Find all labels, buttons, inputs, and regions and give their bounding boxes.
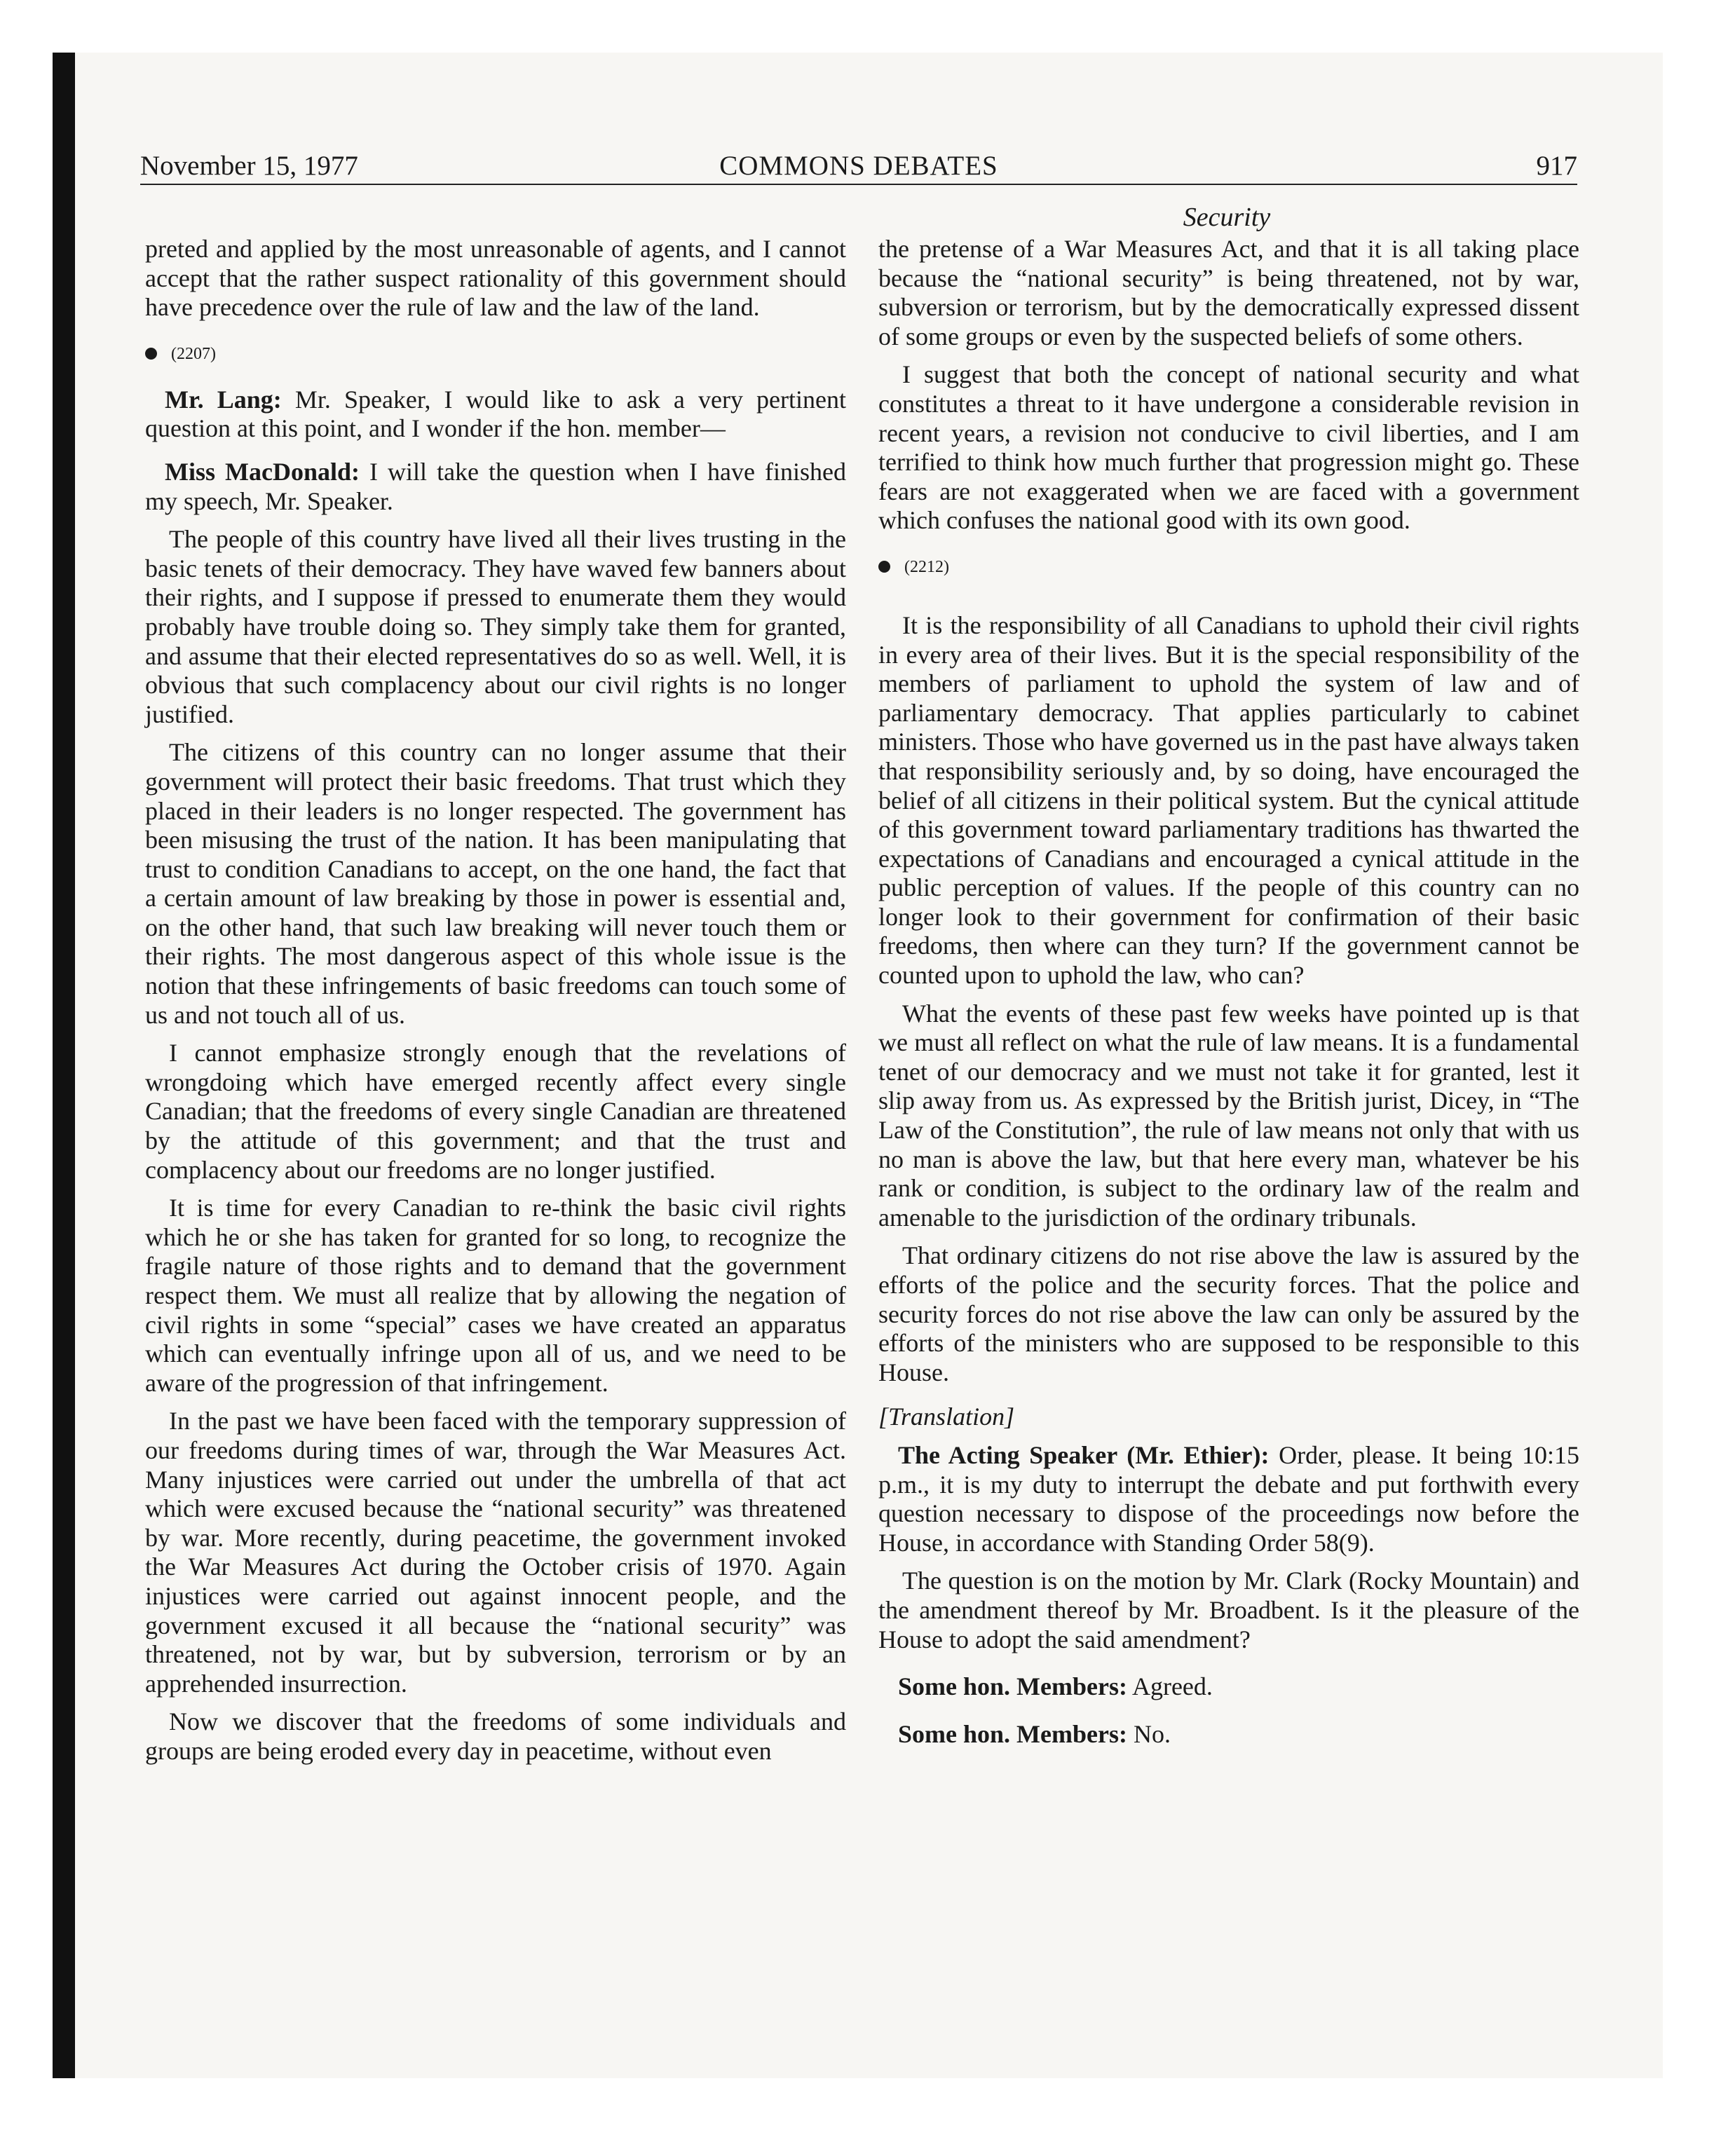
paragraph: The people of this country have lived all their lives trusting in the basic tenets of their democracy. They have waved few banners about their rights, and I suppose if pressed to enumerate them they would probably have trouble doing so. They simply take them for granted, and assume that their elected representatives do so as well. Well, it is obvious that such complacency about our civil rights is no longer justified.: [145, 525, 846, 728]
translation-label: [Translation]: [878, 1403, 1015, 1431]
header-date: November 15, 1977: [140, 151, 358, 181]
paragraph: The citizens of this country can no longer assume that their government will protect their basic freedoms. That trust which they placed in their leaders is no longer respected. The government has been misusing the trust of the nation. It has been manipulating that trust to condition Canadians to accept, on the one hand, the fact that a certain amount of law breaking by those in power is essential and, on the other hand, that such law breaking will never touch them or their rights. The most dangerous aspect of this whole issue is the notion that these infringements of basic freedoms can touch some of us and not touch all of us.: [145, 738, 846, 1029]
speech-text: Order, please. It being 10:15 p.m., it is my duty to interrupt the debate and put forthwith every question necessary to dispose of the proceedings now before the House, in accordance with Standing Order 58(9).: [878, 1440, 1579, 1557]
speaker-name: The Acting Speaker (Mr. Ethier):: [898, 1440, 1270, 1469]
speaker-name: Miss MacDonald:: [165, 457, 360, 486]
time-marker-label: (2207): [171, 344, 216, 363]
paragraph: I suggest that both the concept of national security and what constitutes a threat to it have undergone a considerable revision in recent years, a revision not conducive to civil liberties, and I am terrified to think how much further that progression might go. These fears are not exaggerated when we are faced with a government which confuses the national good with its own good.: [878, 360, 1579, 535]
vote-response: [878, 1672, 1579, 1702]
header-publication: COMMONS DEBATES: [719, 151, 998, 181]
paragraph: It is the responsibility of all Canadians to uphold their civil rights in every area of their lives. But it is the special responsibility of the members of parliament to uphold the system of law and of parliamentary democracy. That applies particularly to cabinet ministers. Those who have governed us in the past have always taken that responsibility seriously and, by so doing, have encouraged the belief of all citizens in their political system. But the cynical attitude of this government toward parliamentary traditions has thwarted the expectations of Canadians and encouraged a cynical attitude in the public perception of values. If the people of this country can no longer look to their government for confirmation of their basic freedoms, then where can they turn? If the government cannot be counted upon to uphold the law, who can?: [878, 610, 1579, 990]
speaker-name: Some hon. Members:: [898, 1672, 1127, 1701]
scan-edge-bar: [53, 53, 75, 2078]
speech-text: Mr. Speaker, I would like to ask a very pertinent question at this point, and I wonder if the hon. member—: [145, 385, 846, 443]
speaker-name: Mr. Lang:: [165, 385, 282, 414]
paragraph: In the past we have been faced with the temporary suppression of our freedoms during times of war, through the War Measures Act. Many injustices were carried out under the umbrella of that act which were excused because the “national security” was threatened by war. More recently, during peacetime, the government invoked the War Measures Act during the October crisis of 1970. Again injustices were carried out against innocent people, and the government excused it all because the “national security” was threatened, not by war, but by subversion, terrorism or by an apprehended insurrection.: [145, 1407, 846, 1698]
paragraph: The question is on the motion by Mr. Clark (Rocky Mountain) and the amendment thereof by Mr. Broadbent. Is it the pleasure of the House to adopt the said amendment?: [878, 1567, 1579, 1653]
speech-macdonald: [145, 458, 846, 516]
speech-acting-speaker: [878, 1441, 1579, 1557]
paragraph: That ordinary citizens do not rise above the law is assured by the efforts of the police and the security forces. That the police and security forces do not rise above the law can only be assured by the efforts of the ministers who are supposed to be responsible to this House.: [878, 1241, 1579, 1386]
paragraph: the pretense of a War Measures Act, and that it is all taking place because the “national security” is being threatened, not by war, subversion or terrorism, but by the democratically expressed dissent of some groups or even by the suspected beliefs of some others.: [878, 235, 1579, 350]
speech-text: Agreed.: [1131, 1672, 1213, 1701]
right-column: [878, 235, 1579, 1758]
speech-text: No.: [1133, 1719, 1171, 1748]
paragraph: I cannot emphasize strongly enough that the revelations of wrongdoing which have emerged recently affect every single Canadian; that the freedoms of every single Canadian are threatened by the attitude of this government; and that the trust and complacency about our freedoms are no longer justified.: [145, 1039, 846, 1184]
paragraph: What the events of these past few weeks have pointed up is that we must all reflect on what the rule of law means. It is a fundamental tenet of our democracy and we must not take it for granted, lest it slip away from us. As expressed by the British jurist, Dicey, in “The Law of the Constitution”, the rule of law means not only that with us no man is above the law, but that here every man, whatever be his rank or condition, is subject to the ordinary law of the realm and amenable to the jurisdiction of the ordinary tribunals.: [878, 999, 1579, 1231]
paragraph: It is time for every Canadian to re-think the basic civil rights which he or she has taken for granted for so long, to recognize the fragile nature of those rights and to demand that the government respect them. We must all realize that by allowing the negation of civil rights in some “special” cases we have created an apparatus which can eventually infringe upon all of us, and we need to be aware of the progression of that infringement.: [145, 1194, 846, 1397]
speech-text: I will take the question when I have finished my speech, Mr. Speaker.: [145, 457, 847, 515]
subject-heading: Security: [1183, 203, 1271, 232]
header-page-number: 917: [1536, 151, 1577, 181]
time-marker-label: (2212): [904, 557, 949, 576]
time-marker: [878, 557, 1579, 578]
time-marker: [145, 343, 846, 364]
bullet-icon: [145, 348, 157, 360]
vote-response: [878, 1720, 1579, 1749]
speech-lang: [145, 386, 846, 444]
left-column: [145, 235, 846, 1775]
paragraph: preted and applied by the most unreasonable of agents, and I cannot accept that the rather suspect rationality of this government should have precedence over the rule of law and the law of the land.: [145, 235, 846, 322]
paragraph: Now we discover that the freedoms of some individuals and groups are being eroded every day in peacetime, without even: [145, 1707, 846, 1765]
running-header: [140, 149, 1577, 185]
bullet-icon: [878, 561, 890, 573]
speaker-name: Some hon. Members:: [898, 1719, 1127, 1748]
